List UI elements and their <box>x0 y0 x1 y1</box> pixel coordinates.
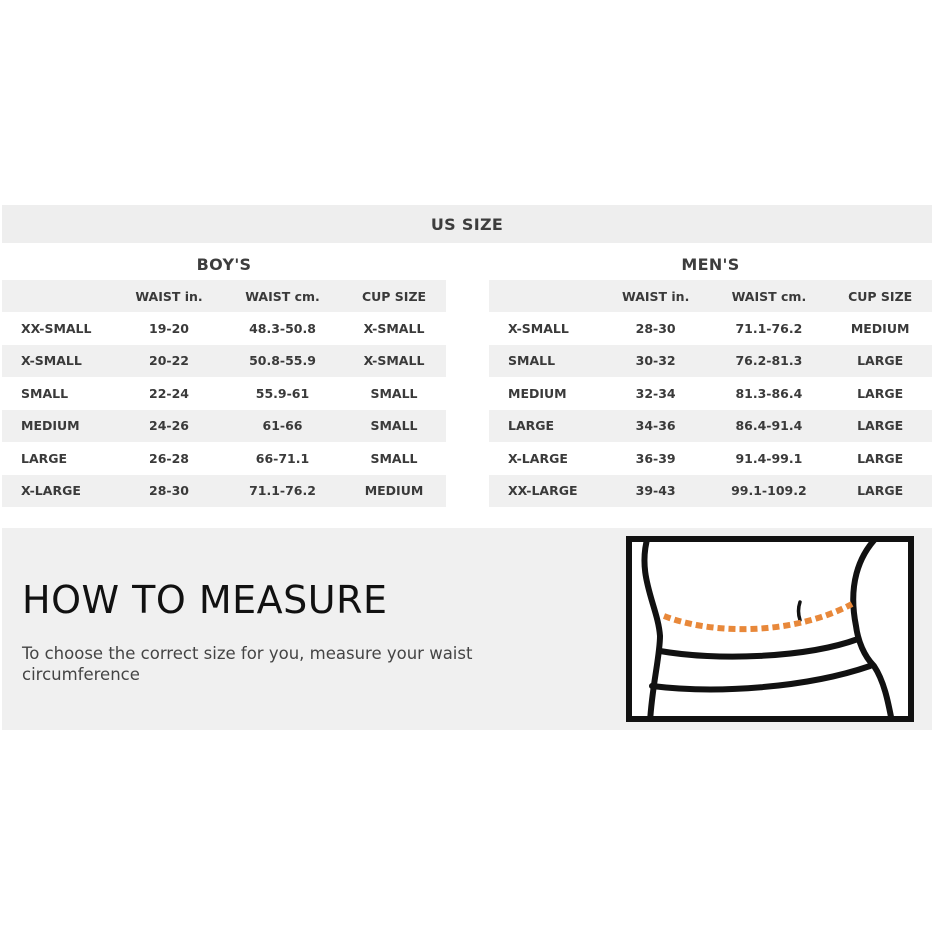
waist-in-cell: 39-43 <box>635 483 676 499</box>
waist-cm-cell: 50.8-55.9 <box>249 353 316 369</box>
waist-in-cell: 32-34 <box>635 385 676 401</box>
how-to-measure-section <box>2 528 932 730</box>
header-waist-cm: WAIST cm. <box>245 288 320 304</box>
size-cell: MEDIUM <box>21 418 80 434</box>
waist-in-cell: 28-30 <box>635 320 676 336</box>
waist-in-cell: 22-24 <box>149 385 189 401</box>
waist-in-cell: 36-39 <box>635 450 676 466</box>
us-size-header <box>2 205 932 243</box>
how-to-measure-description: To choose the correct size for you, measure your waist circumference <box>22 644 473 684</box>
header-waist-in: WAIST in. <box>621 288 690 304</box>
cup-size-cell: MEDIUM <box>850 320 910 336</box>
table-row <box>2 345 446 378</box>
table-row <box>2 377 446 410</box>
waist-cm-cell: 71.1-76.2 <box>735 320 803 336</box>
table-row <box>2 475 446 508</box>
table-row <box>489 442 932 475</box>
waist-in-cell: 24-26 <box>149 418 189 434</box>
table-row <box>2 442 446 475</box>
waist-cm-cell: 66-71.1 <box>255 450 310 466</box>
cup-size-cell: SMALL <box>370 450 418 466</box>
size-cell: MEDIUM <box>508 385 567 401</box>
how-to-measure-title: HOW TO MEASURE <box>22 578 388 622</box>
cup-size-cell: LARGE <box>857 483 904 499</box>
cup-size-cell: LARGE <box>857 418 904 434</box>
boys-size-table <box>2 250 446 507</box>
header-waist-cm: WAIST cm. <box>731 288 807 304</box>
size-cell: X-LARGE <box>21 483 81 499</box>
waist-in-cell: 26-28 <box>149 450 189 466</box>
mens-header-row <box>489 280 932 312</box>
size-cell: X-SMALL <box>508 320 569 336</box>
cup-size-cell: MEDIUM <box>364 483 424 499</box>
waist-cm-cell: 76.2-81.3 <box>735 353 803 369</box>
size-cell: XX-LARGE <box>508 483 578 499</box>
table-row <box>489 475 932 508</box>
size-cell: SMALL <box>508 353 556 369</box>
size-cell: SMALL <box>21 385 69 401</box>
cup-size-cell: SMALL <box>370 385 418 401</box>
size-cell: LARGE <box>21 450 68 466</box>
waist-cm-cell: 55.9-61 <box>255 385 310 401</box>
waist-in-cell: 20-22 <box>149 353 189 369</box>
header-waist-in: WAIST in. <box>135 288 203 304</box>
waist-cm-cell: 61-66 <box>262 418 303 434</box>
table-row <box>2 410 446 443</box>
table-row <box>2 312 446 345</box>
cup-size-cell: LARGE <box>857 385 904 401</box>
waist-cm-cell: 48.3-50.8 <box>249 320 316 336</box>
waist-in-cell: 34-36 <box>635 418 676 434</box>
waist-measurement-illustration-icon <box>626 536 914 722</box>
size-cell: LARGE <box>508 418 555 434</box>
table-row <box>489 312 932 345</box>
table-row <box>489 345 932 378</box>
table-row <box>489 377 932 410</box>
waist-cm-cell: 99.1-109.2 <box>731 483 807 499</box>
waist-cm-cell: 86.4-91.4 <box>735 418 803 434</box>
waist-cm-cell: 71.1-76.2 <box>249 483 316 499</box>
size-cell: XX-SMALL <box>21 320 92 336</box>
waist-cm-cell: 81.3-86.4 <box>735 385 803 401</box>
mens-size-table <box>489 250 932 507</box>
boys-title: BOY'S <box>196 254 252 274</box>
cup-size-cell: SMALL <box>370 418 418 434</box>
waist-in-cell: 19-20 <box>149 320 189 336</box>
mens-title: MEN'S <box>681 254 740 274</box>
size-cell: X-SMALL <box>21 353 82 369</box>
header-cup-size: CUP SIZE <box>361 288 427 304</box>
waist-in-cell: 28-30 <box>149 483 189 499</box>
boys-header-row <box>2 280 446 312</box>
size-cell: X-LARGE <box>508 450 568 466</box>
cup-size-cell: X-SMALL <box>363 320 425 336</box>
cup-size-cell: LARGE <box>857 353 904 369</box>
us-size-title: US SIZE <box>430 214 504 234</box>
table-row <box>489 410 932 443</box>
cup-size-cell: X-SMALL <box>363 353 425 369</box>
waist-in-cell: 30-32 <box>635 353 676 369</box>
cup-size-cell: LARGE <box>857 450 904 466</box>
header-cup-size: CUP SIZE <box>848 288 913 304</box>
waist-cm-cell: 91.4-99.1 <box>735 450 803 466</box>
